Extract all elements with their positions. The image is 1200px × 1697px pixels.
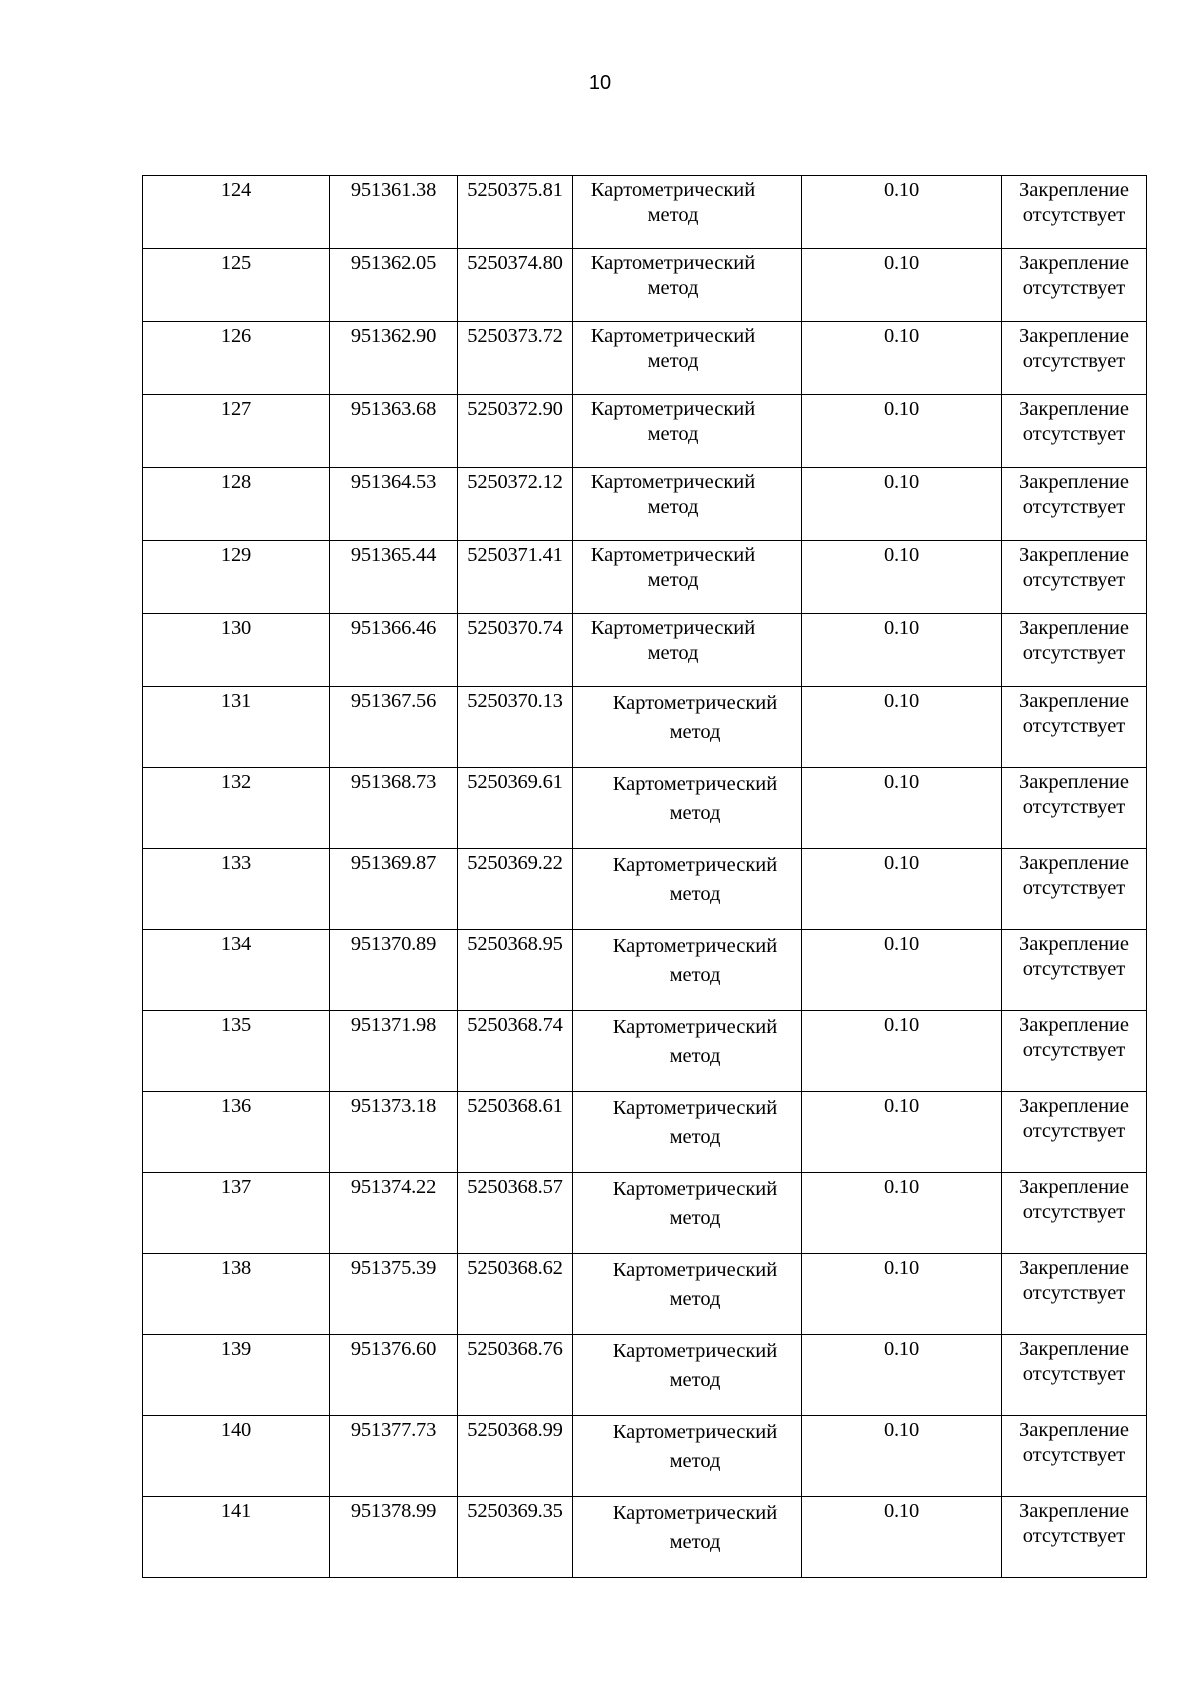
x-coordinate-cell xyxy=(330,1497,458,1578)
table-row xyxy=(143,395,1147,468)
y-coordinate-cell-text: 5250370.74 xyxy=(467,617,563,639)
fixation-cell xyxy=(1002,1092,1147,1173)
table-row xyxy=(143,849,1147,930)
x-coordinate-cell-text: 951371.98 xyxy=(350,1014,437,1036)
y-coordinate-cell xyxy=(458,930,573,1011)
fixation-cell xyxy=(1002,322,1147,395)
method-cell xyxy=(573,468,802,541)
fixation-cell-text: отсутствует xyxy=(1022,1363,1126,1385)
method-cell-text: метод xyxy=(647,569,699,591)
precision-cell xyxy=(802,1254,1002,1335)
precision-cell xyxy=(802,1335,1002,1416)
method-cell-text: Картометрический xyxy=(612,1097,778,1119)
table-row xyxy=(143,1416,1147,1497)
point-id-cell xyxy=(143,687,330,768)
y-coordinate-cell xyxy=(458,687,573,768)
precision-cell-text: 0.10 xyxy=(883,1095,920,1117)
method-cell-text: Картометрический xyxy=(612,854,778,876)
method-cell-text: Картометрический xyxy=(612,692,778,714)
y-coordinate-cell xyxy=(458,395,573,468)
precision-cell-text: 0.10 xyxy=(883,852,920,874)
method-cell-text: Картометрический xyxy=(612,1016,778,1038)
precision-cell xyxy=(802,395,1002,468)
precision-cell xyxy=(802,541,1002,614)
x-coordinate-cell xyxy=(330,1011,458,1092)
fixation-cell-text: отсутствует xyxy=(1022,204,1126,226)
point-id-cell-text: 134 xyxy=(220,933,252,955)
method-cell-text: метод xyxy=(669,1369,721,1391)
method-cell-text: метод xyxy=(647,423,699,445)
y-coordinate-cell xyxy=(458,614,573,687)
fixation-cell-text: Закрепление xyxy=(1018,1419,1130,1441)
point-id-cell-text: 127 xyxy=(220,398,252,420)
fixation-cell-text: Закрепление xyxy=(1018,471,1130,493)
fixation-cell-text: Закрепление xyxy=(1018,617,1130,639)
point-id-cell xyxy=(143,322,330,395)
point-id-cell-text: 138 xyxy=(220,1257,252,1279)
precision-cell xyxy=(802,1497,1002,1578)
precision-cell xyxy=(802,1011,1002,1092)
fixation-cell-text: Закрепление xyxy=(1018,933,1130,955)
x-coordinate-cell-text: 951363.68 xyxy=(350,398,437,420)
y-coordinate-cell-text: 5250368.57 xyxy=(467,1176,563,1198)
point-id-cell-text: 125 xyxy=(220,252,252,274)
point-id-cell xyxy=(143,176,330,249)
y-coordinate-cell-text: 5250368.99 xyxy=(467,1419,563,1441)
fixation-cell xyxy=(1002,541,1147,614)
y-coordinate-cell xyxy=(458,849,573,930)
point-id-cell xyxy=(143,249,330,322)
precision-cell xyxy=(802,322,1002,395)
point-id-cell xyxy=(143,468,330,541)
point-id-cell xyxy=(143,1092,330,1173)
precision-cell xyxy=(802,1092,1002,1173)
table-row xyxy=(143,1254,1147,1335)
y-coordinate-cell-text: 5250375.81 xyxy=(467,179,563,201)
method-cell-text: метод xyxy=(647,350,699,372)
fixation-cell xyxy=(1002,395,1147,468)
precision-cell xyxy=(802,930,1002,1011)
precision-cell-text: 0.10 xyxy=(883,933,920,955)
method-cell-text: метод xyxy=(647,277,699,299)
precision-cell-text: 0.10 xyxy=(883,325,920,347)
fixation-cell-text: отсутствует xyxy=(1022,423,1126,445)
table-row xyxy=(143,1092,1147,1173)
table-row xyxy=(143,176,1147,249)
fixation-cell-text: Закрепление xyxy=(1018,252,1130,274)
table-row xyxy=(143,614,1147,687)
table-row xyxy=(143,468,1147,541)
fixation-cell xyxy=(1002,849,1147,930)
y-coordinate-cell-text: 5250368.61 xyxy=(467,1095,563,1117)
precision-cell-text: 0.10 xyxy=(883,1257,920,1279)
y-coordinate-cell xyxy=(458,1254,573,1335)
table-body xyxy=(143,176,1147,1578)
method-cell-text: Картометрический xyxy=(612,1502,778,1524)
method-cell-text: Картометрический xyxy=(590,325,756,347)
y-coordinate-cell-text: 5250368.95 xyxy=(467,933,563,955)
fixation-cell-text: отсутствует xyxy=(1022,877,1126,899)
precision-cell-text: 0.10 xyxy=(883,690,920,712)
method-cell xyxy=(573,849,802,930)
fixation-cell-text: отсутствует xyxy=(1022,958,1126,980)
point-id-cell xyxy=(143,1173,330,1254)
precision-cell-text: 0.10 xyxy=(883,544,920,566)
fixation-cell-text: Закрепление xyxy=(1018,179,1130,201)
fixation-cell-text: Закрепление xyxy=(1018,1257,1130,1279)
x-coordinate-cell xyxy=(330,768,458,849)
method-cell xyxy=(573,1416,802,1497)
table-row xyxy=(143,1335,1147,1416)
method-cell-text: метод xyxy=(669,1531,721,1553)
table-row xyxy=(143,249,1147,322)
fixation-cell-text: Закрепление xyxy=(1018,852,1130,874)
method-cell xyxy=(573,687,802,768)
y-coordinate-cell-text: 5250369.22 xyxy=(467,852,563,874)
x-coordinate-cell-text: 951378.99 xyxy=(350,1500,437,1522)
point-id-cell xyxy=(143,768,330,849)
method-cell xyxy=(573,541,802,614)
fixation-cell xyxy=(1002,768,1147,849)
fixation-cell-text: Закрепление xyxy=(1018,1500,1130,1522)
point-id-cell-text: 135 xyxy=(220,1014,252,1036)
fixation-cell xyxy=(1002,1497,1147,1578)
method-cell-text: Картометрический xyxy=(590,398,756,420)
method-cell-text: Картометрический xyxy=(590,544,756,566)
x-coordinate-cell-text: 951373.18 xyxy=(350,1095,437,1117)
fixation-cell xyxy=(1002,176,1147,249)
method-cell xyxy=(573,322,802,395)
y-coordinate-cell-text: 5250372.12 xyxy=(467,471,563,493)
y-coordinate-cell xyxy=(458,1092,573,1173)
x-coordinate-cell xyxy=(330,687,458,768)
fixation-cell-text: Закрепление xyxy=(1018,398,1130,420)
point-id-cell-text: 133 xyxy=(220,852,252,874)
precision-cell xyxy=(802,468,1002,541)
x-coordinate-cell xyxy=(330,614,458,687)
y-coordinate-cell-text: 5250369.61 xyxy=(467,771,563,793)
fixation-cell-text: отсутствует xyxy=(1022,715,1126,737)
method-cell xyxy=(573,1173,802,1254)
y-coordinate-cell-text: 5250373.72 xyxy=(467,325,563,347)
precision-cell-text: 0.10 xyxy=(883,252,920,274)
y-coordinate-cell xyxy=(458,541,573,614)
method-cell-text: Картометрический xyxy=(612,1178,778,1200)
fixation-cell xyxy=(1002,930,1147,1011)
table-row xyxy=(143,1011,1147,1092)
x-coordinate-cell-text: 951361.38 xyxy=(350,179,437,201)
precision-cell-text: 0.10 xyxy=(883,471,920,493)
x-coordinate-cell-text: 951365.44 xyxy=(350,544,437,566)
point-id-cell xyxy=(143,849,330,930)
fixation-cell-text: отсутствует xyxy=(1022,1525,1126,1547)
point-id-cell xyxy=(143,1497,330,1578)
y-coordinate-cell xyxy=(458,1416,573,1497)
x-coordinate-cell-text: 951370.89 xyxy=(350,933,437,955)
precision-cell xyxy=(802,768,1002,849)
fixation-cell-text: отсутствует xyxy=(1022,1201,1126,1223)
method-cell xyxy=(573,1011,802,1092)
fixation-cell-text: отсутствует xyxy=(1022,496,1126,518)
method-cell-text: Картометрический xyxy=(612,935,778,957)
y-coordinate-cell xyxy=(458,1497,573,1578)
y-coordinate-cell xyxy=(458,468,573,541)
y-coordinate-cell xyxy=(458,768,573,849)
precision-cell-text: 0.10 xyxy=(883,1338,920,1360)
fixation-cell xyxy=(1002,1011,1147,1092)
x-coordinate-cell xyxy=(330,849,458,930)
x-coordinate-cell-text: 951374.22 xyxy=(350,1176,437,1198)
point-id-cell xyxy=(143,1254,330,1335)
table-row xyxy=(143,1497,1147,1578)
method-cell xyxy=(573,395,802,468)
x-coordinate-cell xyxy=(330,176,458,249)
method-cell-text: метод xyxy=(669,1450,721,1472)
precision-cell-text: 0.10 xyxy=(883,1176,920,1198)
point-id-cell-text: 124 xyxy=(220,179,252,201)
x-coordinate-cell xyxy=(330,322,458,395)
fixation-cell-text: отсутствует xyxy=(1022,569,1126,591)
y-coordinate-cell-text: 5250368.62 xyxy=(467,1257,563,1279)
point-id-cell-text: 131 xyxy=(220,690,252,712)
precision-cell-text: 0.10 xyxy=(883,617,920,639)
method-cell-text: метод xyxy=(647,642,699,664)
fixation-cell xyxy=(1002,1173,1147,1254)
precision-cell xyxy=(802,687,1002,768)
fixation-cell xyxy=(1002,1335,1147,1416)
fixation-cell-text: отсутствует xyxy=(1022,642,1126,664)
point-id-cell-text: 140 xyxy=(220,1419,252,1441)
point-id-cell-text: 139 xyxy=(220,1338,252,1360)
method-cell-text: Картометрический xyxy=(590,179,756,201)
point-id-cell xyxy=(143,1011,330,1092)
precision-cell-text: 0.10 xyxy=(883,398,920,420)
method-cell-text: метод xyxy=(669,1126,721,1148)
fixation-cell-text: Закрепление xyxy=(1018,1338,1130,1360)
x-coordinate-cell-text: 951364.53 xyxy=(350,471,437,493)
y-coordinate-cell xyxy=(458,176,573,249)
fixation-cell xyxy=(1002,614,1147,687)
y-coordinate-cell-text: 5250368.74 xyxy=(467,1014,563,1036)
y-coordinate-cell-text: 5250374.80 xyxy=(467,252,563,274)
x-coordinate-cell-text: 951362.90 xyxy=(350,325,437,347)
fixation-cell-text: Закрепление xyxy=(1018,690,1130,712)
x-coordinate-cell-text: 951366.46 xyxy=(350,617,437,639)
point-id-cell-text: 129 xyxy=(220,544,252,566)
fixation-cell-text: Закрепление xyxy=(1018,544,1130,566)
precision-cell xyxy=(802,176,1002,249)
x-coordinate-cell-text: 951369.87 xyxy=(350,852,437,874)
precision-cell xyxy=(802,1173,1002,1254)
y-coordinate-cell xyxy=(458,322,573,395)
point-id-cell xyxy=(143,541,330,614)
y-coordinate-cell xyxy=(458,1011,573,1092)
method-cell-text: Картометрический xyxy=(612,773,778,795)
method-cell-text: Картометрический xyxy=(612,1259,778,1281)
point-id-cell xyxy=(143,614,330,687)
point-id-cell-text: 130 xyxy=(220,617,252,639)
point-id-cell xyxy=(143,930,330,1011)
x-coordinate-cell xyxy=(330,1173,458,1254)
fixation-cell-text: отсутствует xyxy=(1022,1120,1126,1142)
page-number: 10 xyxy=(588,72,612,94)
fixation-cell-text: Закрепление xyxy=(1018,1014,1130,1036)
precision-cell-text: 0.10 xyxy=(883,1500,920,1522)
x-coordinate-cell-text: 951375.39 xyxy=(350,1257,437,1279)
precision-cell-text: 0.10 xyxy=(883,771,920,793)
x-coordinate-cell xyxy=(330,468,458,541)
precision-cell xyxy=(802,249,1002,322)
x-coordinate-cell xyxy=(330,249,458,322)
method-cell xyxy=(573,1254,802,1335)
x-coordinate-cell xyxy=(330,395,458,468)
y-coordinate-cell-text: 5250369.35 xyxy=(467,1500,563,1522)
point-id-cell xyxy=(143,1335,330,1416)
coordinates-table xyxy=(142,175,1147,1578)
method-cell-text: метод xyxy=(669,883,721,905)
method-cell xyxy=(573,1092,802,1173)
point-id-cell-text: 128 xyxy=(220,471,252,493)
method-cell xyxy=(573,1497,802,1578)
precision-cell xyxy=(802,849,1002,930)
fixation-cell-text: отсутствует xyxy=(1022,277,1126,299)
method-cell-text: метод xyxy=(647,496,699,518)
fixation-cell xyxy=(1002,1254,1147,1335)
point-id-cell-text: 141 xyxy=(220,1500,252,1522)
fixation-cell-text: отсутствует xyxy=(1022,1039,1126,1061)
table-row xyxy=(143,322,1147,395)
fixation-cell xyxy=(1002,1416,1147,1497)
fixation-cell-text: отсутствует xyxy=(1022,350,1126,372)
y-coordinate-cell-text: 5250370.13 xyxy=(467,690,563,712)
method-cell-text: Картометрический xyxy=(590,471,756,493)
method-cell xyxy=(573,249,802,322)
method-cell xyxy=(573,614,802,687)
fixation-cell-text: отсутствует xyxy=(1022,796,1126,818)
table-row xyxy=(143,541,1147,614)
table-row xyxy=(143,930,1147,1011)
method-cell xyxy=(573,768,802,849)
point-id-cell xyxy=(143,395,330,468)
y-coordinate-cell-text: 5250371.41 xyxy=(467,544,563,566)
y-coordinate-cell-text: 5250368.76 xyxy=(467,1338,563,1360)
x-coordinate-cell-text: 951376.60 xyxy=(350,1338,437,1360)
precision-cell-text: 0.10 xyxy=(883,179,920,201)
fixation-cell-text: отсутствует xyxy=(1022,1444,1126,1466)
table-row xyxy=(143,1173,1147,1254)
method-cell-text: Картометрический xyxy=(590,252,756,274)
fixation-cell-text: Закрепление xyxy=(1018,325,1130,347)
fixation-cell-text: Закрепление xyxy=(1018,1176,1130,1198)
method-cell-text: метод xyxy=(669,1045,721,1067)
point-id-cell xyxy=(143,1416,330,1497)
x-coordinate-cell xyxy=(330,1416,458,1497)
table-row xyxy=(143,687,1147,768)
point-id-cell-text: 136 xyxy=(220,1095,252,1117)
fixation-cell xyxy=(1002,249,1147,322)
x-coordinate-cell-text: 951367.56 xyxy=(350,690,437,712)
x-coordinate-cell xyxy=(330,1254,458,1335)
point-id-cell-text: 137 xyxy=(220,1176,252,1198)
precision-cell-text: 0.10 xyxy=(883,1014,920,1036)
method-cell xyxy=(573,1335,802,1416)
method-cell xyxy=(573,930,802,1011)
x-coordinate-cell xyxy=(330,930,458,1011)
y-coordinate-cell xyxy=(458,1173,573,1254)
point-id-cell-text: 126 xyxy=(220,325,252,347)
y-coordinate-cell xyxy=(458,1335,573,1416)
x-coordinate-cell-text: 951368.73 xyxy=(350,771,437,793)
precision-cell xyxy=(802,1416,1002,1497)
point-id-cell-text: 132 xyxy=(220,771,252,793)
y-coordinate-cell-text: 5250372.90 xyxy=(467,398,563,420)
method-cell-text: метод xyxy=(669,721,721,743)
method-cell-text: метод xyxy=(669,1207,721,1229)
x-coordinate-cell xyxy=(330,1335,458,1416)
method-cell-text: метод xyxy=(669,1288,721,1310)
method-cell-text: Картометрический xyxy=(612,1340,778,1362)
y-coordinate-cell xyxy=(458,249,573,322)
method-cell-text: Картометрический xyxy=(590,617,756,639)
x-coordinate-cell xyxy=(330,1092,458,1173)
x-coordinate-cell-text: 951362.05 xyxy=(350,252,437,274)
x-coordinate-cell-text: 951377.73 xyxy=(350,1419,437,1441)
fixation-cell xyxy=(1002,687,1147,768)
method-cell-text: метод xyxy=(647,204,699,226)
fixation-cell-text: отсутствует xyxy=(1022,1282,1126,1304)
method-cell-text: метод xyxy=(669,964,721,986)
precision-cell-text: 0.10 xyxy=(883,1419,920,1441)
method-cell-text: метод xyxy=(669,802,721,824)
fixation-cell-text: Закрепление xyxy=(1018,1095,1130,1117)
x-coordinate-cell xyxy=(330,541,458,614)
method-cell xyxy=(573,176,802,249)
table-row xyxy=(143,768,1147,849)
method-cell-text: Картометрический xyxy=(612,1421,778,1443)
fixation-cell xyxy=(1002,468,1147,541)
precision-cell xyxy=(802,614,1002,687)
fixation-cell-text: Закрепление xyxy=(1018,771,1130,793)
